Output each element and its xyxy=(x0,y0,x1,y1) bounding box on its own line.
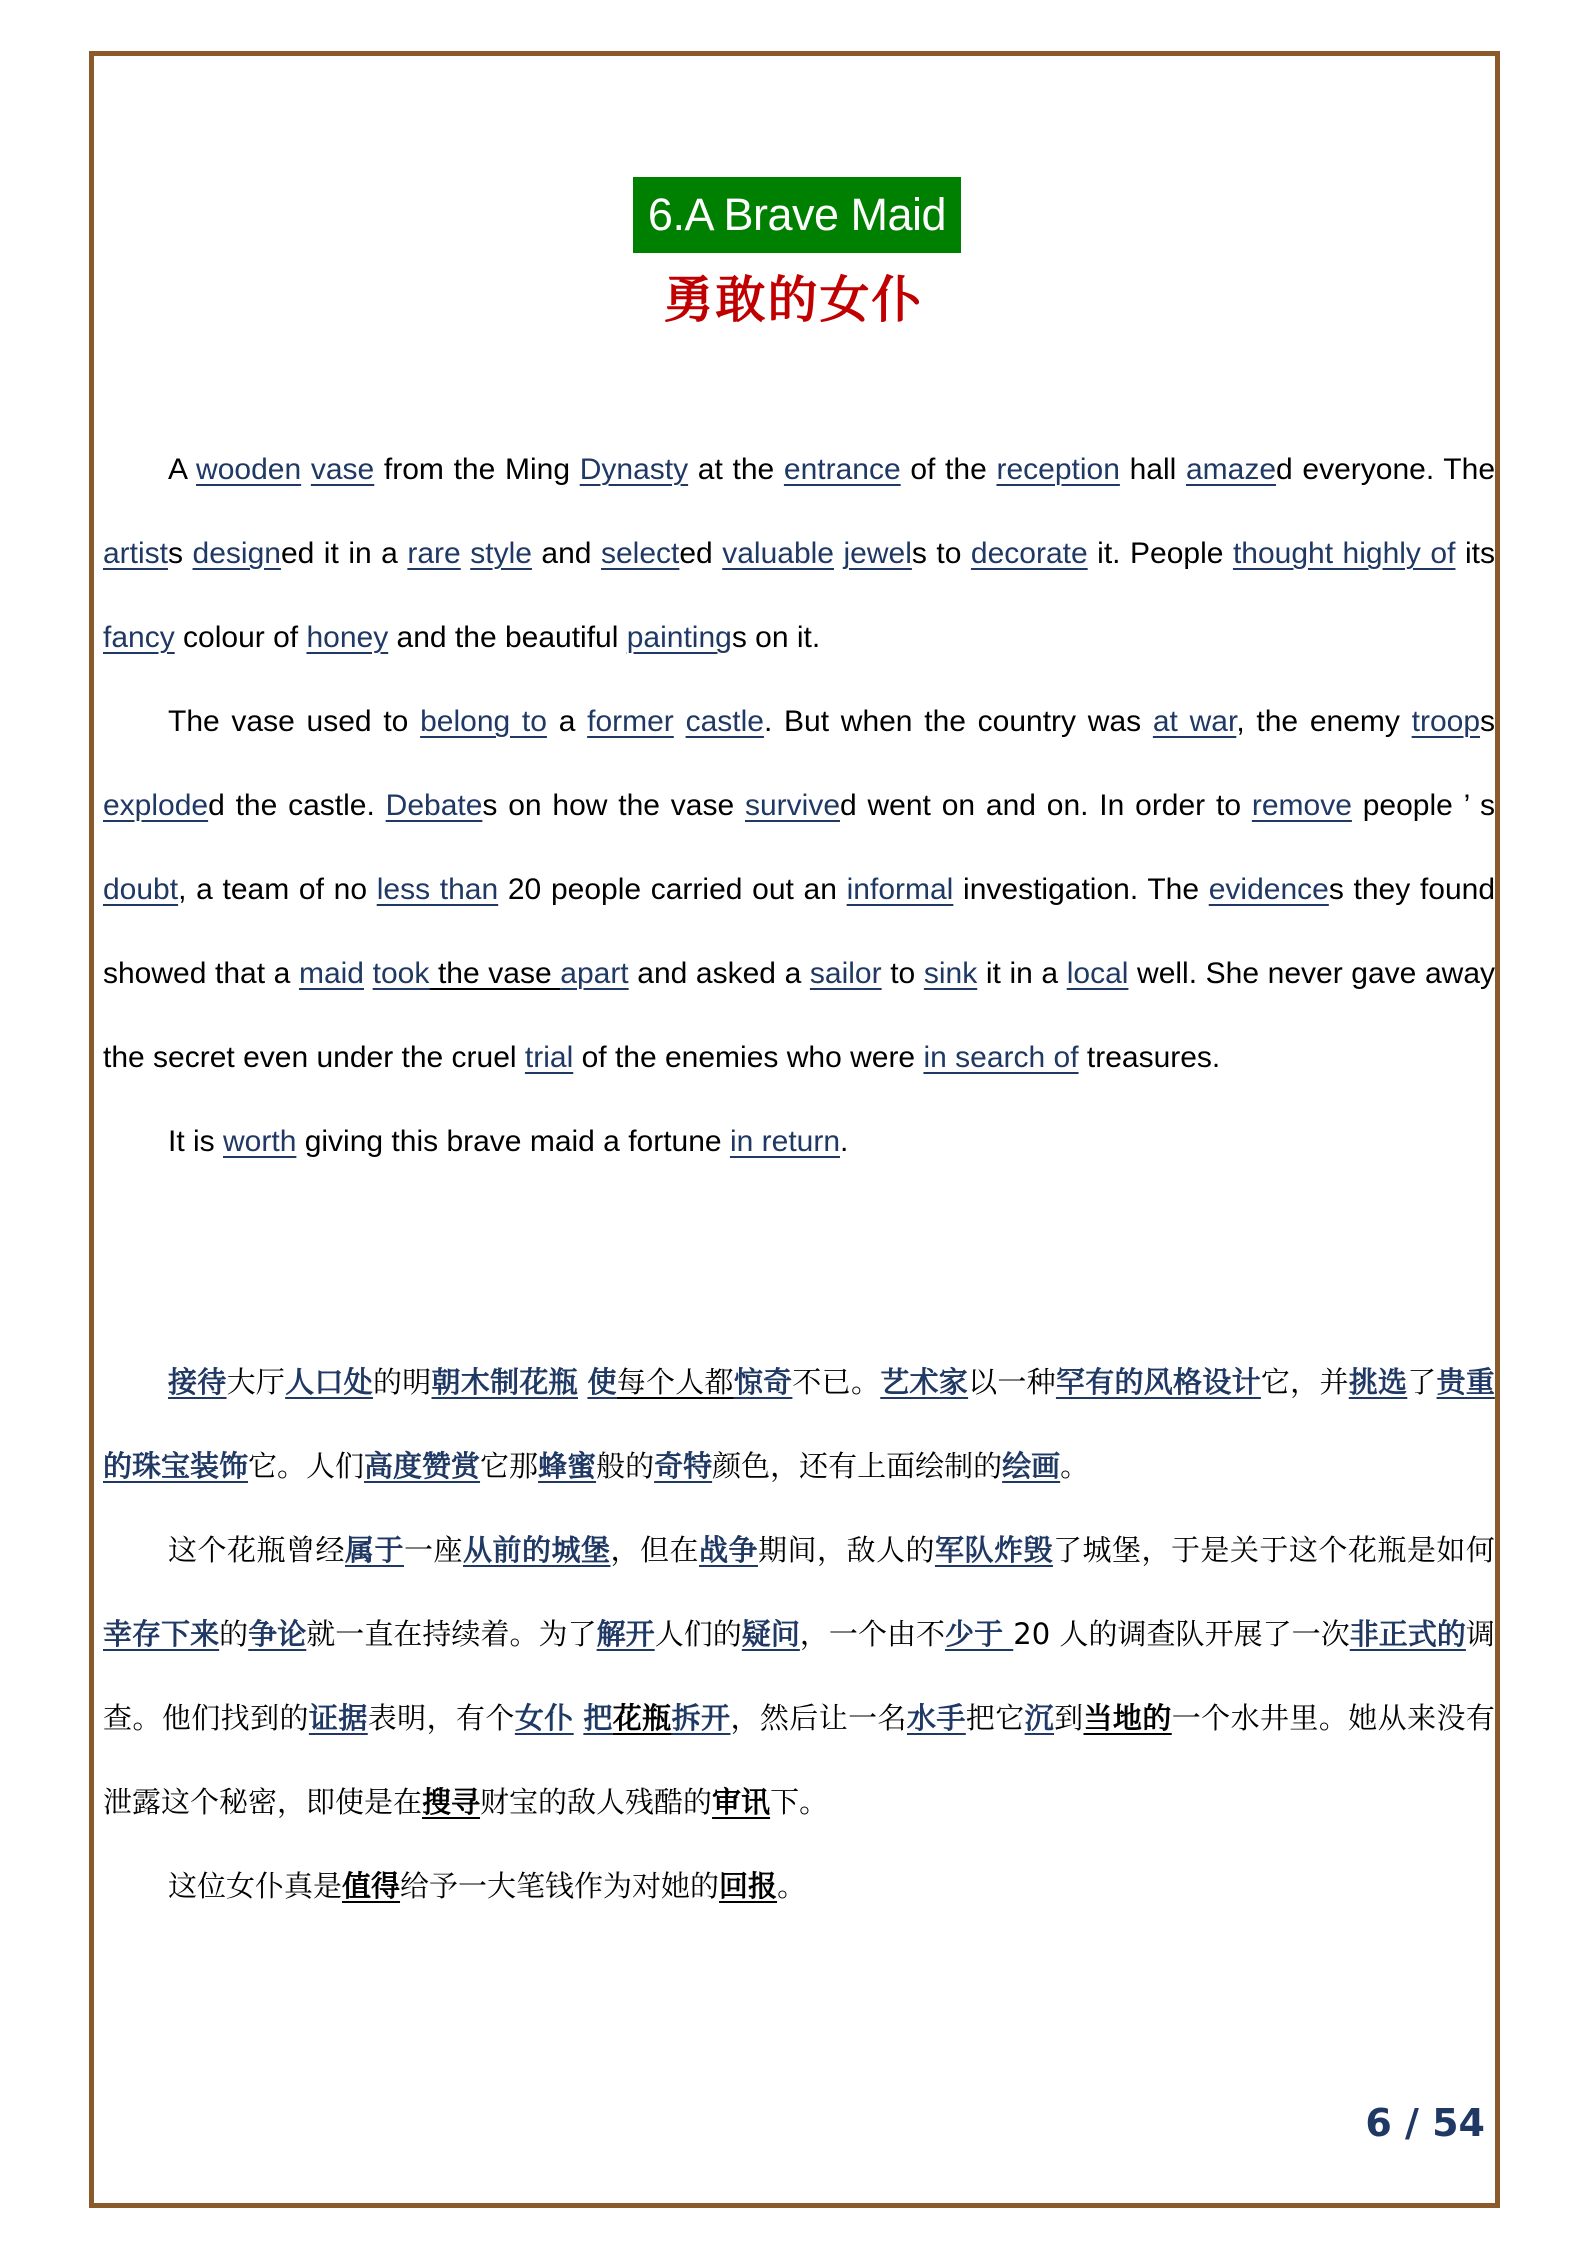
vocab-term: remove xyxy=(1251,789,1352,822)
vocab-term: 罕有的风格设计 xyxy=(1055,1365,1261,1399)
vocab-term: rare xyxy=(407,537,461,570)
vocab-term: 证据 xyxy=(308,1701,368,1735)
text-run: from the Ming xyxy=(374,453,580,486)
vocab-term: 疑问 xyxy=(741,1617,800,1651)
page-number: 6 / 54 xyxy=(1365,2101,1485,2145)
vocab-term: 非正式的 xyxy=(1349,1617,1466,1651)
text-run xyxy=(574,1701,584,1735)
text-run: 把它 xyxy=(965,1701,1025,1735)
english-title: 6.A Brave Maid xyxy=(633,177,961,253)
text-run: 的 xyxy=(219,1617,249,1651)
text-run: 。 xyxy=(1060,1449,1090,1483)
vocab-term: jewel xyxy=(843,537,912,570)
text-run: it. People xyxy=(1087,537,1233,570)
text-run: 它那 xyxy=(480,1449,539,1483)
vocab-term: painting xyxy=(626,621,732,654)
text-run: 了 xyxy=(1407,1365,1437,1399)
vocab-term: 从前的城堡 xyxy=(462,1533,611,1567)
vocab-term: in return xyxy=(729,1125,841,1158)
text-run: a xyxy=(546,705,588,738)
vocab-term: maid xyxy=(298,957,364,990)
vocab-term: Debate xyxy=(385,789,483,822)
text-run: ，一个由不 xyxy=(799,1617,946,1651)
text-run: at the xyxy=(688,453,784,486)
text-run: 期间，敌人的 xyxy=(757,1533,935,1567)
text-run: and xyxy=(531,537,601,570)
chinese-passage xyxy=(103,1340,1495,1928)
vocab-term: sailor xyxy=(809,957,882,990)
vocab-term: 绘画 xyxy=(1002,1449,1061,1483)
vocab-term: amaze xyxy=(1185,453,1277,486)
text-run: ，然后让一名 xyxy=(730,1701,907,1735)
vocab-term: honey xyxy=(306,621,389,654)
chinese-title: 勇敢的女仆 xyxy=(663,271,924,329)
text-run: The vase used to xyxy=(168,705,421,738)
vocab-term: 接待 xyxy=(168,1365,227,1399)
text-run: 。 xyxy=(777,1869,807,1903)
vocab-term: less than xyxy=(376,873,499,906)
text-run: 给予一大笔钱作为对她的 xyxy=(400,1869,720,1903)
text-run: ed xyxy=(679,537,723,570)
text-run: of the enemies who were xyxy=(573,1041,924,1074)
vocab-term: 挑选 xyxy=(1348,1365,1408,1399)
text-run: 以一种 xyxy=(968,1365,1056,1399)
text-run: 表明，有个 xyxy=(367,1701,515,1735)
vocab-term: 每个人都 xyxy=(616,1365,734,1399)
text-run: A xyxy=(168,453,197,486)
text-run: 到 xyxy=(1054,1701,1084,1735)
text-run: ed it in a xyxy=(280,537,408,570)
vocab-term: 使 xyxy=(587,1365,617,1399)
text-run: 这位女仆真是 xyxy=(168,1869,343,1903)
vocab-term: 值得 xyxy=(342,1869,401,1903)
text-run: well. She never gave away the secret even under the cruel xyxy=(103,957,1496,1074)
english-paragraph-1 xyxy=(103,428,1495,680)
vocab-term: 高度赞赏 xyxy=(364,1449,481,1483)
text-run: , the enemy xyxy=(1236,705,1412,738)
vocab-term: 朝木制花瓶 xyxy=(431,1365,578,1399)
vocab-term: 人口处 xyxy=(285,1365,373,1399)
text-run: investigation. The xyxy=(953,873,1209,906)
vocab-term: design xyxy=(192,537,281,570)
vocab-term: former xyxy=(587,705,674,738)
vocab-term: wooden xyxy=(196,453,302,486)
vocab-term: doubt xyxy=(103,873,179,906)
text-run: s xyxy=(1480,705,1496,738)
vocab-term: in search of xyxy=(923,1041,1079,1074)
vocab-term: explode xyxy=(103,789,209,822)
vocab-term: 沉 xyxy=(1024,1701,1055,1735)
vocab-term: evidence xyxy=(1208,873,1329,906)
vocab-term: Dynasty xyxy=(579,453,689,486)
vocab-term: 花瓶 xyxy=(612,1701,672,1735)
vocab-term: decorate xyxy=(970,537,1088,570)
text-run: its xyxy=(1455,537,1495,570)
vocab-term: 惊奇 xyxy=(733,1365,793,1399)
vocab-term: 属于 xyxy=(344,1533,404,1567)
text-run: It is xyxy=(168,1125,224,1158)
text-run: 一个水井里。她从来没有泄露这个秘密，即使是在 xyxy=(103,1701,1495,1819)
text-run: of the xyxy=(900,453,997,486)
text-run: 调查。他们找到的 xyxy=(103,1617,1495,1735)
chinese-paragraph-1 xyxy=(103,1340,1495,1508)
text-run: 下。 xyxy=(770,1785,829,1819)
text-run: ，但在 xyxy=(610,1533,699,1567)
text-run: 它。人们 xyxy=(248,1449,365,1483)
vocab-term: 解开 xyxy=(596,1617,655,1651)
vocab-term: 幸存下来 xyxy=(103,1617,220,1651)
text-run xyxy=(364,957,373,990)
text-run: 就一直在持续着。为了 xyxy=(306,1617,597,1651)
english-passage xyxy=(103,428,1495,1184)
vocab-term: 军队炸毁 xyxy=(934,1533,1053,1567)
text-run: 它，并 xyxy=(1260,1365,1349,1399)
vocab-term: 水手 xyxy=(906,1701,966,1735)
text-run: 一座 xyxy=(403,1533,463,1567)
text-run: 人们的 xyxy=(654,1617,742,1651)
vocab-term: worth xyxy=(223,1125,297,1158)
chinese-paragraph-3 xyxy=(103,1844,1495,1928)
vocab-term: valuable xyxy=(722,537,834,570)
text-run: 不已。 xyxy=(792,1365,881,1399)
text-run xyxy=(301,453,311,486)
text-run: 这个花瓶曾经 xyxy=(168,1533,345,1567)
text-run: s to xyxy=(911,537,971,570)
text-run: 了城堡，于是关于这个花瓶是如何 xyxy=(1052,1533,1495,1567)
text-run: 20 people carried out an xyxy=(498,873,847,906)
vocab-term: troop xyxy=(1411,705,1481,738)
chinese-paragraph-2 xyxy=(103,1508,1495,1844)
vocab-term: survive xyxy=(744,789,841,822)
text-run: 般的 xyxy=(596,1449,655,1483)
vocab-term: select xyxy=(600,537,680,570)
vocab-term: the vase xyxy=(429,957,561,990)
vocab-term: apart xyxy=(560,957,629,990)
vocab-term: 女仆 xyxy=(514,1701,574,1735)
vocab-term: 奇特 xyxy=(654,1449,713,1483)
vocab-term: vase xyxy=(310,453,375,486)
vocab-term: belong to xyxy=(420,705,547,738)
text-run: s they found showed that a xyxy=(103,873,1496,990)
vocab-term: took xyxy=(372,957,430,990)
vocab-term: 审讯 xyxy=(712,1785,771,1819)
text-run xyxy=(461,537,471,570)
vocab-term: 战争 xyxy=(698,1533,758,1567)
vocab-term: style xyxy=(470,537,532,570)
vocab-term: fancy xyxy=(103,621,175,654)
text-run: to xyxy=(881,957,924,990)
text-run: . But when the country was xyxy=(763,705,1153,738)
vocab-term: artist xyxy=(103,537,169,570)
vocab-term: 贵重的珠宝装饰 xyxy=(103,1365,1495,1483)
text-run: colour of xyxy=(174,621,307,654)
text-run: , a team of no xyxy=(178,873,377,906)
vocab-term: castle xyxy=(685,705,764,738)
vocab-term: 少于 xyxy=(945,1617,1014,1651)
text-run: 财宝的敌人残酷的 xyxy=(480,1785,713,1819)
text-run: giving this brave maid a fortune xyxy=(296,1125,730,1158)
vocab-term: local xyxy=(1066,957,1129,990)
text-run: 20 人的调查队开展了一次 xyxy=(1013,1617,1350,1651)
vocab-term: sink xyxy=(923,957,978,990)
text-run: d the castle. xyxy=(208,789,386,822)
text-run: . xyxy=(840,1125,849,1158)
text-run: s on it. xyxy=(731,621,821,654)
text-run xyxy=(834,537,844,570)
vocab-term: 回报 xyxy=(719,1869,778,1903)
vocab-term: 争论 xyxy=(248,1617,307,1651)
vocab-term: 把 xyxy=(583,1701,613,1735)
vocab-term: reception xyxy=(996,453,1120,486)
text-run: and the beautiful xyxy=(388,621,627,654)
text-run: it in a xyxy=(977,957,1067,990)
vocab-term: informal xyxy=(846,873,954,906)
vocab-term: 当地的 xyxy=(1083,1701,1172,1735)
text-run: 颜色，还有上面绘制的 xyxy=(712,1449,1003,1483)
english-paragraph-3 xyxy=(103,1100,1495,1184)
text-run: 大厅 xyxy=(226,1365,286,1399)
vocab-term: 艺术家 xyxy=(880,1365,969,1399)
vocab-term: thought highly of xyxy=(1232,537,1456,570)
text-run: hall xyxy=(1119,453,1186,486)
text-run: people ’ s xyxy=(1351,789,1495,822)
text-run: d everyone. The xyxy=(1276,453,1495,486)
english-paragraph-2 xyxy=(103,680,1495,1100)
vocab-term: trial xyxy=(524,1041,574,1074)
text-run xyxy=(674,705,686,738)
text-run: treasures. xyxy=(1078,1041,1221,1074)
vocab-term: entrance xyxy=(783,453,901,486)
text-run: s on how the vase xyxy=(482,789,745,822)
text-run: 的明 xyxy=(372,1365,432,1399)
text-run xyxy=(578,1365,588,1399)
vocab-term: 蜂蜜 xyxy=(538,1449,597,1483)
text-run: s xyxy=(168,537,193,570)
vocab-term: 拆开 xyxy=(671,1701,731,1735)
text-run: d went on and on. In order to xyxy=(840,789,1252,822)
text-run: and asked a xyxy=(628,957,810,990)
vocab-term: 搜寻 xyxy=(422,1785,481,1819)
vocab-term: at war xyxy=(1152,705,1237,738)
